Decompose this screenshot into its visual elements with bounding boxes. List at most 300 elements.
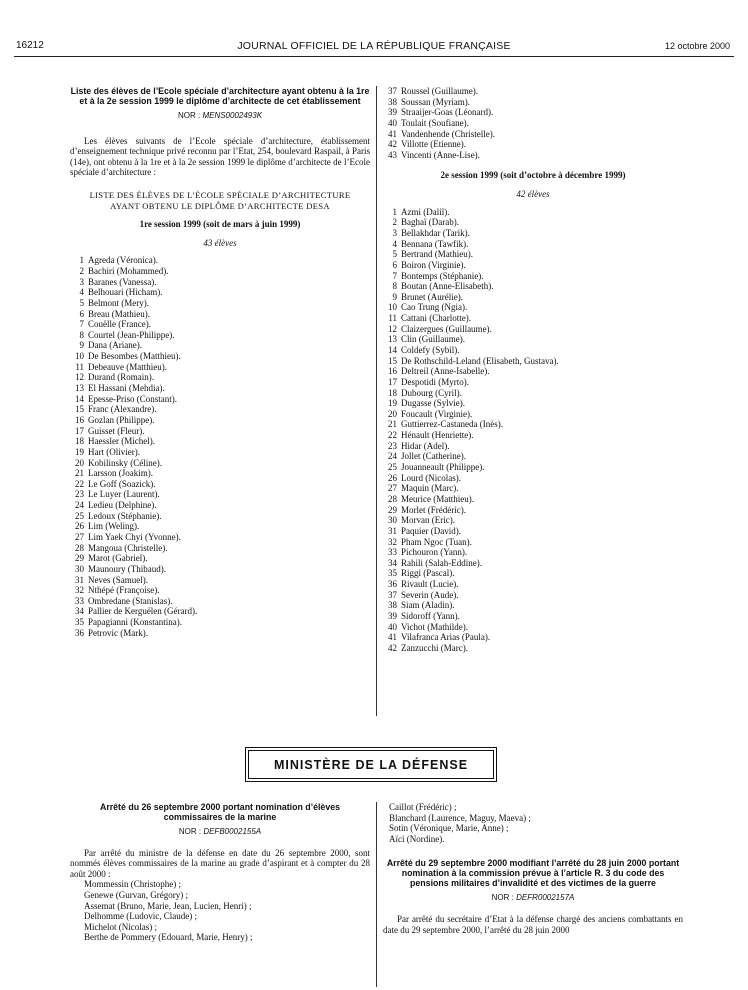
student-number: 20 — [75, 457, 84, 468]
student-number: 12 — [388, 323, 397, 334]
list-item — [383, 558, 683, 569]
list-item — [383, 632, 683, 643]
student-name: Despotidi (Myrto). — [401, 376, 469, 387]
student-number: 41 — [388, 128, 397, 139]
student-number: 32 — [388, 536, 397, 547]
list-item — [70, 362, 370, 373]
ministry-heading: MINISTÈRE DE LA DÉFENSE — [248, 750, 494, 779]
student-name: Bellakhdar (Tarik). — [401, 227, 470, 238]
header-date: 12 octobre 2000 — [664, 41, 730, 51]
list-item — [70, 309, 370, 320]
student-number: 20 — [388, 408, 397, 419]
student-number: 6 — [392, 259, 397, 270]
student-number: 11 — [388, 313, 397, 324]
student-number: 14 — [388, 345, 397, 355]
list-item — [70, 585, 370, 596]
list-item — [70, 351, 370, 362]
student-name: Sidoroff (Yann). — [401, 611, 460, 622]
list-item — [70, 394, 370, 405]
student-name: Kobilinsky (Céline). — [88, 457, 162, 468]
student-name: Rivault (Lucie). — [401, 579, 459, 590]
list-item: Michelot (Nicolas) ; — [84, 921, 157, 932]
student-name: Baranes (Vanessa). — [88, 276, 157, 287]
pensions-nor — [383, 893, 683, 904]
list-item — [70, 330, 370, 341]
student-name: Franc (Alexandre). — [88, 404, 157, 415]
student-name: Guisset (Fleur). — [88, 425, 145, 436]
student-name: Dubourg (Cyril). — [401, 387, 462, 398]
student-number: 34 — [388, 557, 397, 568]
marine-title: Arrêté du 26 septembre 2000 portant nomination d’élèves commissaires de la marine — [99, 802, 341, 822]
marine-intro: Par arrêté du ministre de la défense en date du 26 septembre 2000, sont nommés élèves commissaires de la marine au grade d’aspirant et à compter du 28 août 2000 : — [70, 847, 370, 879]
session2-count: 42 élèves — [516, 189, 550, 200]
student-name: Durand (Romain). — [88, 372, 154, 383]
student-number: 1 — [392, 206, 397, 217]
list-item — [383, 249, 683, 260]
journal-title: JOURNAL OFFICIEL DE LA RÉPUBLIQUE FRANÇAISE — [237, 40, 511, 52]
marine-names-list — [70, 879, 370, 943]
list-item — [383, 345, 683, 356]
list-item: Aïci (Nordine). — [389, 833, 445, 844]
student-name: Hidar (Adel). — [401, 440, 450, 451]
nor-code: DEFR0002157A — [516, 893, 575, 903]
student-number: 13 — [75, 383, 84, 394]
student-number: 4 — [79, 287, 84, 298]
student-name: Foucault (Virginie). — [401, 408, 473, 419]
student-name: Siam (Aladin). — [401, 600, 455, 611]
student-number: 31 — [75, 574, 84, 585]
list-item — [383, 260, 683, 271]
list-item: Blanchard (Laurence, Maguy, Maeva) ; — [389, 812, 531, 823]
list-item — [383, 97, 683, 108]
list-item — [383, 313, 683, 324]
list-item — [383, 377, 683, 388]
list-item: Sotin (Véronique, Marie, Anne) ; — [389, 823, 509, 834]
nor-label: NOR : — [491, 893, 514, 903]
student-number: 28 — [75, 542, 84, 553]
student-number: 5 — [79, 297, 84, 308]
list-item — [70, 404, 370, 415]
student-number: 16 — [388, 366, 397, 377]
list-item — [70, 489, 370, 500]
list-item — [383, 398, 683, 409]
list-item — [383, 473, 683, 484]
list-item — [70, 532, 370, 543]
student-name: Agreda (Véronica). — [88, 255, 158, 266]
list-item — [383, 118, 683, 129]
student-name: Vandenhende (Christelle). — [401, 128, 495, 139]
student-number: 40 — [388, 621, 397, 632]
list-item — [70, 500, 370, 511]
list-item — [70, 468, 370, 479]
student-number: 2 — [392, 217, 397, 228]
column-divider — [376, 86, 377, 716]
list-item — [70, 511, 370, 522]
student-number: 33 — [388, 547, 397, 558]
list-item — [383, 107, 683, 118]
student-name: Dana (Ariane). — [88, 340, 142, 351]
list-item — [70, 266, 370, 277]
student-name: De Besombes (Matthieu). — [88, 351, 181, 362]
student-number: 27 — [388, 483, 397, 494]
student-name: Nthépé (Françoise). — [88, 585, 160, 596]
student-number: 8 — [79, 329, 84, 340]
student-name: Boiron (Virginie). — [401, 259, 466, 270]
list-item: Mommessin (Christophe) ; — [84, 879, 181, 890]
student-name: Soussan (Myriam). — [401, 96, 470, 107]
student-name: Brunet (Aurélie). — [401, 291, 463, 302]
page-number: 16212 — [16, 40, 44, 51]
list-item — [383, 129, 683, 140]
nor-label: NOR : — [177, 111, 201, 120]
student-number: 36 — [75, 627, 84, 638]
list-item — [383, 217, 683, 228]
architecture-intro: Les élèves suivants de l’Ecole spéciale d’architecture, établissement d’enseignement technique privé reconnu par l’Etat, 254, boulevard Raspail, à Paris (14e), ont obtenu à la 1re et à la 2e session 1999 le diplôme d’architecte de l’Ecole spéciale d’architecture : — [70, 135, 370, 178]
list-item — [383, 600, 683, 611]
student-name: Bertrand (Mathieu). — [401, 249, 473, 260]
student-name: Severin (Aude). — [401, 589, 459, 600]
list-item — [70, 415, 370, 426]
student-name: Debeauve (Matthieu). — [88, 361, 167, 372]
architecture-title: Liste des élèves de l’Ecole spéciale d’architecture ayant obtenu à la 1re et à la 2e session 1999 le diplôme d’architecte de cet établissement — [70, 86, 370, 106]
list-item — [383, 579, 683, 590]
nor-code: DEFB0002155A — [203, 827, 262, 836]
student-number: 29 — [388, 504, 397, 515]
student-number: 16 — [75, 414, 84, 425]
student-name: Clin (Guillaume). — [401, 334, 465, 345]
student-name: Couëlle (France). — [88, 319, 151, 330]
student-number: 27 — [75, 532, 84, 542]
student-number: 23 — [388, 440, 397, 451]
list-item — [70, 383, 370, 394]
architecture-nor — [70, 111, 370, 122]
student-number: 33 — [75, 595, 84, 606]
student-number: 40 — [388, 117, 397, 128]
student-number: 28 — [388, 493, 397, 504]
list-item — [383, 239, 683, 250]
student-number: 39 — [388, 107, 397, 118]
student-name: Belhouari (Hicham). — [88, 287, 163, 298]
list-item — [70, 596, 370, 607]
list-item: Caillot (Frédéric) ; — [389, 802, 457, 812]
student-name: Lim Yaek Chyi (Yvonne). — [88, 532, 181, 542]
student-number: 25 — [388, 462, 397, 473]
list-item — [383, 271, 683, 282]
student-name: Hart (Olivier). — [88, 446, 140, 457]
student-name: Toulait (Soufiane). — [401, 117, 469, 128]
list-item — [383, 505, 683, 516]
nor-label: NOR : — [178, 827, 202, 836]
student-number: 35 — [75, 617, 84, 628]
list-item — [70, 553, 370, 564]
student-number: 22 — [75, 478, 84, 489]
student-number: 41 — [388, 632, 397, 643]
student-number: 26 — [388, 472, 397, 483]
student-number: 42 — [388, 139, 397, 150]
student-number: 18 — [388, 387, 397, 398]
list-item — [70, 628, 370, 639]
student-number: 3 — [79, 276, 84, 287]
student-name: Marot (Gabriel). — [88, 553, 148, 564]
student-name: Cattani (Charlotte). — [401, 313, 471, 324]
list-item — [383, 366, 683, 377]
student-number: 10 — [388, 302, 397, 313]
student-number: 31 — [388, 525, 397, 536]
student-name: Papagianni (Konstantina). — [88, 617, 182, 628]
student-number: 18 — [75, 436, 84, 447]
student-number: 22 — [388, 430, 397, 441]
list-item — [70, 287, 370, 298]
list-item — [383, 526, 683, 537]
student-number: 9 — [392, 291, 397, 302]
student-name: Bachiri (Mohammed). — [88, 265, 169, 276]
student-name: Gozlan (Philippe). — [88, 414, 155, 425]
student-name: Maquin (Marc). — [401, 483, 459, 494]
list-item — [70, 426, 370, 437]
student-name: Bennana (Tawfik). — [401, 238, 469, 249]
student-name: Larsson (Joakim). — [88, 468, 153, 479]
student-number: 25 — [75, 510, 84, 521]
student-number: 15 — [388, 355, 397, 366]
list-item — [383, 441, 683, 452]
student-number: 42 — [388, 642, 397, 653]
student-name: Breau (Mathieu). — [88, 308, 150, 319]
student-name: Paquier (David). — [401, 525, 461, 536]
student-name: Meurice (Matthieu). — [401, 493, 474, 504]
marine-names-list-continued — [383, 802, 683, 844]
list-heading-2: AYANT OBTENU LE DIPLÔME D’ARCHITECTE DESA — [110, 200, 330, 211]
list-item — [70, 372, 370, 383]
student-name: Baghaï (Darab). — [401, 217, 459, 228]
list-item — [70, 564, 370, 575]
student-number: 36 — [388, 579, 397, 590]
nor-code: MENS0002493K — [202, 111, 263, 120]
student-number: 30 — [388, 515, 397, 526]
student-name: Vilafranca Arias (Paula). — [401, 632, 491, 643]
marine-and-pensions-section — [383, 802, 683, 935]
list-item — [70, 436, 370, 447]
student-number: 21 — [75, 468, 84, 479]
student-number: 5 — [392, 249, 397, 260]
list-item — [383, 86, 683, 97]
list-item — [383, 139, 683, 150]
student-name: Hénault (Henriette). — [401, 430, 474, 441]
list-item — [70, 617, 370, 628]
list-item — [383, 611, 683, 622]
student-number: 39 — [388, 611, 397, 622]
session2-heading: 2e session 1999 (soit d’octobre à décembre 1999) — [440, 170, 626, 181]
student-name: Dugasse (Sylvie). — [401, 398, 465, 409]
student-name: Bontemps (Stéphanie). — [401, 270, 484, 281]
list-item — [70, 277, 370, 288]
list-item — [70, 319, 370, 330]
student-number: 32 — [75, 585, 84, 596]
student-number: 9 — [79, 340, 84, 351]
list-item — [383, 419, 683, 430]
student-number: 37 — [388, 86, 397, 96]
student-name: Guttierrez-Castaneda (Inès). — [401, 419, 503, 430]
list-item: Genewe (Gurvan, Grégory) ; — [84, 889, 188, 900]
list-item — [70, 543, 370, 554]
list-item — [383, 483, 683, 494]
list-item — [383, 150, 683, 161]
student-number: 7 — [392, 270, 397, 281]
list-item — [383, 302, 683, 313]
list-item — [70, 340, 370, 351]
student-name: Belmont (Mery). — [88, 297, 149, 308]
student-name: Lim (Weling). — [88, 521, 140, 532]
student-name: De Rothschild-Leland (Elisabeth, Gustava). — [401, 355, 559, 366]
page-header — [0, 0, 748, 60]
student-number: 15 — [75, 404, 84, 415]
list-item — [383, 334, 683, 345]
student-name: Petrovic (Mark). — [88, 627, 148, 638]
student-number: 3 — [392, 227, 397, 238]
student-number: 19 — [75, 446, 84, 457]
student-name: Ledieu (Delphine). — [88, 500, 157, 511]
student-number: 17 — [75, 425, 84, 436]
student-number: 6 — [79, 308, 84, 319]
student-name: Ombredane (Stanislas). — [88, 595, 173, 606]
marine-section — [70, 802, 370, 943]
list-item — [383, 281, 683, 292]
student-number: 26 — [75, 521, 84, 532]
session1-student-list — [70, 255, 370, 638]
student-number: 43 — [388, 149, 397, 160]
list-item: Berthe de Pommery (Edouard, Marie, Henry) ; — [84, 932, 253, 943]
list-item — [70, 458, 370, 469]
student-name: Claizergues (Guillaume). — [401, 323, 492, 334]
list-item — [383, 643, 683, 654]
session2-student-list — [383, 207, 683, 654]
student-name: Vichot (Mathilde). — [401, 621, 468, 632]
student-number: 35 — [388, 568, 397, 579]
student-name: Mangoua (Christelle). — [88, 542, 168, 553]
student-number: 13 — [388, 334, 397, 345]
list-item — [383, 462, 683, 473]
student-name: Straaijer-Goas (Léonard). — [401, 107, 494, 118]
list-item — [70, 606, 370, 617]
student-number: 17 — [388, 376, 397, 387]
list-item — [383, 547, 683, 558]
student-number: 38 — [388, 96, 397, 107]
student-name: Pallier de Kerguëlen (Gérard). — [88, 606, 198, 617]
student-name: Pham Ngoc (Tuan). — [401, 536, 472, 547]
list-item — [383, 430, 683, 441]
list-item — [383, 409, 683, 420]
list-item — [383, 228, 683, 239]
list-item: Assemat (Bruno, Marie, Jean, Lucien, Henri) ; — [84, 900, 252, 911]
student-name: Deltreil (Anne-Isabelle). — [401, 366, 490, 377]
list-item — [70, 521, 370, 532]
student-number: 34 — [75, 606, 84, 617]
student-name: Morlet (Frédéric). — [401, 504, 466, 515]
session1-count: 43 élèves — [203, 237, 237, 248]
list-item: Delhomme (Ludovic, Claude) ; — [84, 911, 197, 922]
student-number: 12 — [75, 372, 84, 383]
student-name: Boutan (Anne-Elisabeth). — [401, 281, 494, 292]
column-divider — [376, 802, 377, 987]
student-number: 23 — [75, 489, 84, 500]
student-number: 38 — [388, 600, 397, 611]
list-item — [383, 451, 683, 462]
student-name: Roussel (Guillaume). — [401, 86, 478, 96]
session1-heading: 1re session 1999 (soit de mars à juin 1999) — [139, 219, 301, 230]
list-item — [383, 494, 683, 505]
student-name: Jollet (Catherine). — [401, 451, 466, 462]
student-name: Coldefy (Sybil). — [401, 345, 460, 355]
list-item — [383, 590, 683, 601]
list-item — [383, 388, 683, 399]
student-name: Ledoux (Stéphanie). — [88, 510, 162, 521]
student-number: 37 — [388, 589, 397, 600]
student-number: 14 — [75, 393, 84, 404]
student-number: 11 — [75, 361, 84, 372]
list-item — [70, 479, 370, 490]
student-name: Lourd (Nicolas). — [401, 472, 461, 483]
list-heading-1: LISTE DES ÉLÈVES DE L’ÉCOLE SPÉCIALE D’ARCHITECTURE — [89, 189, 351, 200]
student-name: Vincenti (Anne-Lise). — [401, 149, 480, 160]
student-name: Le Goff (Soazick). — [88, 478, 156, 489]
list-item — [70, 298, 370, 309]
student-number: 8 — [392, 281, 397, 292]
student-number: 2 — [79, 265, 84, 276]
student-name: Azmi (Dalil). — [401, 206, 450, 217]
student-number: 1 — [79, 255, 84, 266]
student-number: 24 — [75, 500, 84, 511]
student-number: 24 — [388, 451, 397, 462]
student-number: 10 — [75, 351, 84, 362]
list-item — [383, 356, 683, 367]
list-item — [383, 568, 683, 579]
student-name: Riggi (Pascal). — [401, 568, 455, 579]
student-name: Pichouron (Yann). — [401, 547, 468, 558]
list-item — [70, 255, 370, 266]
student-name: El Hassani (Mehdia). — [88, 383, 165, 394]
list-item — [383, 537, 683, 548]
list-item — [383, 207, 683, 218]
student-name: Rahili (Salah-Eddine). — [401, 557, 482, 568]
list-item — [383, 324, 683, 335]
architecture-section-continued — [383, 86, 683, 654]
student-name: Le Luyer (Laurent). — [88, 489, 160, 500]
architecture-section — [70, 86, 370, 638]
student-number: 19 — [388, 398, 397, 409]
list-item — [70, 447, 370, 458]
student-number: 29 — [75, 553, 84, 564]
student-name: Courtel (Jean-Philippe). — [88, 329, 175, 340]
list-item — [70, 575, 370, 586]
student-name: Morvan (Eric). — [401, 515, 455, 526]
student-number: 4 — [392, 238, 397, 249]
student-name: Zanzucchi (Marc). — [401, 642, 468, 653]
list-item — [383, 622, 683, 633]
list-item — [383, 292, 683, 303]
pensions-title: Arrêté du 29 septembre 2000 modifiant l’arrêté du 28 juin 2000 portant nomination à la commission prévue à l’article R. 3 du code des pensions militaires d’invalidité et des victimes de la guerre — [386, 858, 680, 889]
student-name: Maunoury (Thibaud). — [88, 563, 166, 574]
student-name: Neves (Samuel). — [88, 574, 148, 585]
student-name: Villotte (Etienne). — [401, 139, 466, 150]
student-name: Cao Trung (Ngia). — [401, 302, 468, 313]
student-name: Jouanneault (Philippe). — [401, 462, 485, 473]
student-number: 30 — [75, 563, 84, 574]
marine-nor — [70, 827, 370, 838]
student-number: 7 — [79, 319, 84, 330]
list-item — [383, 515, 683, 526]
student-name: Haessler (Michel). — [88, 436, 155, 447]
pensions-intro: Par arrêté du secrétaire d’Etat à la défense chargé des anciens combattants en date du 29 septembre 2000, l’arrêté du 28 juin 2000 — [383, 913, 683, 935]
student-number: 21 — [388, 419, 397, 430]
